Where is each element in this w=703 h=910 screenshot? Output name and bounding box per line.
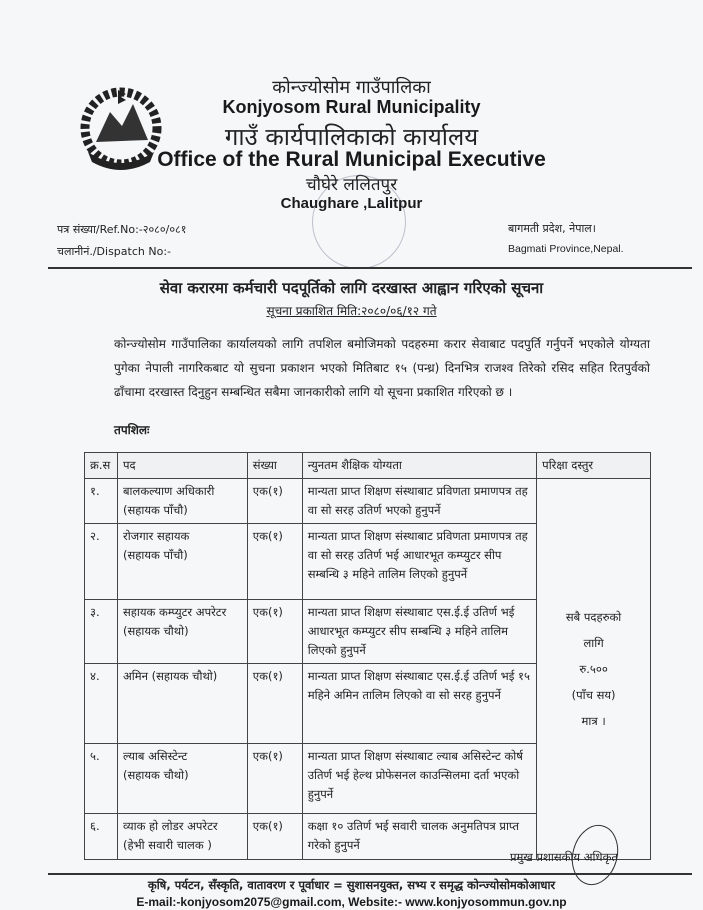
- dispatch-no: चलानीनं./Dispatch No:-: [57, 245, 171, 258]
- row-post: [117, 664, 247, 744]
- row-sn: ३.: [85, 600, 118, 664]
- province-np: बागमती प्रदेश, नेपाल।: [508, 222, 596, 235]
- row-count: एक(१): [247, 524, 302, 600]
- exam-fee-cell: [537, 479, 651, 860]
- post-level: (सहायक पाँचौ): [122, 503, 188, 517]
- vacancy-table: [84, 452, 651, 860]
- office-name-en: Office of the Rural Municipal Executive: [157, 148, 546, 171]
- footer-contact: E-mail:-konjyosom2075@gmail.com, Website:- www.konjyosommun.gov.np: [136, 895, 567, 909]
- fee-amount: रु.५००: [579, 662, 608, 676]
- row-sn: ४.: [85, 664, 118, 744]
- province-en: Bagmati Province,Nepal.: [508, 243, 624, 255]
- table-row: [85, 479, 651, 524]
- footer-motto: कृषि, पर्यटन, सँस्कृति, वातावरण र पूर्वाधार = सुशासनयुक्त, सभ्य र समृद्ध कोन्ज्योसोमकोआधार: [147, 878, 556, 892]
- row-count: एक(१): [247, 479, 302, 524]
- row-sn: २.: [85, 524, 118, 600]
- municipality-name-np: कोन्ज्योसोम गाउँपालिका: [272, 77, 431, 98]
- row-post: [117, 814, 247, 860]
- signatory-title: प्रमुख प्रशासकीय अधिकृत: [510, 850, 618, 864]
- row-post: [117, 600, 247, 664]
- fee-line: मात्र ।: [581, 714, 606, 728]
- location-np: चौघेरे ललितपुर: [305, 175, 398, 195]
- fee-line: लागि: [583, 636, 604, 650]
- header-qualification: न्युनतम शैक्षिक योग्यता: [302, 453, 536, 479]
- details-label: तपशिलः: [114, 423, 150, 437]
- header-divider: [48, 267, 692, 269]
- location-en: Chaughare ,Lalitpur: [280, 195, 423, 212]
- ref-no: पत्र संख्या/Ref.No:-२०८०/०८१: [57, 223, 187, 236]
- header-fee: परिक्षा दस्तुर: [537, 453, 651, 479]
- notice-body: कोन्ज्योसोम गाउँपालिका कार्यालयको लागि तपशिल बमोजिमको पदहरुमा करार सेवाबाट पदपुर्ति गर्नुपर्ने भएकोले योग्यता पुगेका नेपाली नागरिकबाट यो सुचना प्रकाशन भएको मितिबाट १५ (पन्ध्र) दिनभित्र राजश्व तिरेको रसिद सहित रितपुर्वको ढाँचामा दरखास्त दिनुहुन सम्बन्धित सबैमा जानकारीको लागि यो सूचना प्रकाशित गरिएको छ ।: [114, 337, 650, 399]
- row-sn: ६.: [85, 814, 118, 860]
- row-qualification: मान्यता प्राप्त शिक्षण संस्थाबाट प्रविणता प्रमाणपत्र तह वा सो सरह उतिर्ण भई आधारभूत कम्प्युटर सीप सम्बन्धि ३ महिने तालिम लिएको हुनुपर्ने: [302, 524, 536, 600]
- row-qualification: मान्यता प्राप्त शिक्षण संस्थाबाट एस.ई.ई उतिर्ण भई १५ महिने अमिन तालिम लिएको वा सो सरह हुनुपर्ने: [302, 664, 536, 744]
- row-post: [117, 524, 247, 600]
- row-count: एक(१): [247, 744, 302, 814]
- office-stamp: [312, 175, 406, 269]
- table-header-row: [85, 453, 651, 479]
- post-name: बालकल्याण अधिकारी: [122, 484, 215, 498]
- municipality-name-en: Konjyosom Rural Municipality: [222, 97, 481, 117]
- notice-title: सेवा करारमा कर्मचारी पदपूर्तिको लागि दरखास्त आह्वान गरिएको सूचना: [159, 279, 544, 297]
- row-count: एक(१): [247, 814, 302, 860]
- post-name: ल्याब असिस्टेन्ट: [122, 749, 188, 763]
- row-sn: ५.: [85, 744, 118, 814]
- footer-divider: [48, 873, 692, 875]
- post-level: (सहायक चौथो): [122, 768, 189, 782]
- office-name-np: गाउँ कार्यपालिकाको कार्यालय: [224, 123, 479, 151]
- header-post: पद: [117, 453, 247, 479]
- fee-line: (पाँच सय): [571, 688, 616, 702]
- row-post: [117, 744, 247, 814]
- row-count: एक(१): [247, 664, 302, 744]
- row-post: [117, 479, 247, 524]
- post-name: रोजगार सहायक: [122, 529, 190, 543]
- row-qualification: मान्यता प्राप्त शिक्षण संस्थाबाट ल्याब असिस्टेन्ट कोर्ष उतिर्ण भई हेल्थ प्रोफेसनल काउन्सिलमा दर्ता भएको हुनुपर्ने: [302, 744, 536, 814]
- header-count: संख्या: [247, 453, 302, 479]
- post-level: (हेभी सवारी चालक ): [122, 838, 212, 852]
- header-sn: क्र.स: [85, 453, 118, 479]
- post-level: (सहायक चौथो): [122, 624, 189, 638]
- row-count: एक(१): [247, 600, 302, 664]
- row-sn: १.: [85, 479, 118, 524]
- row-qualification: मान्यता प्राप्त शिक्षण संस्थाबाट एस.ई.ई उतिर्ण भई आधारभूत कम्प्युटर सीप सम्बन्धि ३ महिने तालिम लिएको हुनुपर्ने: [302, 600, 536, 664]
- post-name: सहायक कम्प्युटर अपरेटर: [122, 605, 227, 619]
- post-name: व्याक हो लोडर अपरेटर: [122, 819, 218, 833]
- row-qualification: कक्षा १० उतिर्ण भई सवारी चालक अनुमतिपत्र प्राप्त गरेको हुनुपर्ने: [302, 814, 536, 860]
- published-date: सूचना प्रकाशित मिति:२०८०/०६/१२ गते: [266, 304, 437, 318]
- post-name: अमिन (सहायक चौथो): [122, 669, 218, 683]
- post-level: (सहायक पाँचौ): [122, 548, 188, 562]
- fee-line: सबै पदहरुको: [565, 610, 622, 624]
- row-qualification: मान्यता प्राप्त शिक्षण संस्थाबाट प्रविणता प्रमाणपत्र तह वा सो सरह उतिर्ण भएको हुनुपर्ने: [302, 479, 536, 524]
